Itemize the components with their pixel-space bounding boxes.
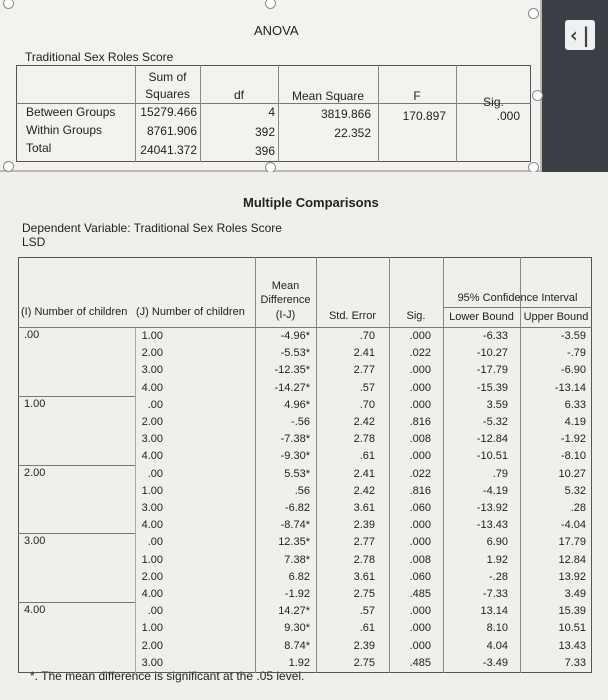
mc-cell-mean-difference: -5.53* xyxy=(280,347,310,360)
mc-cell-sig: .000 xyxy=(409,605,431,618)
mc-cell-j: 1.00 xyxy=(141,553,163,566)
mc-cell-i: 2.00 xyxy=(24,466,46,479)
mc-cell-lower-bound: .79 xyxy=(492,467,508,480)
anova-row-label: Within Groups xyxy=(26,123,103,137)
mc-header-ij: (I-J) xyxy=(275,309,296,321)
mc-cell-j: 1.00 xyxy=(141,330,163,342)
mc-cell-upper-bound: -1.92 xyxy=(560,433,586,446)
anova-header-ss-top: Sum of xyxy=(148,70,187,84)
mc-cell-upper-bound: -13.14 xyxy=(554,381,586,394)
mc-header-upper: Upper Bound xyxy=(523,311,589,323)
mc-cell-mean-difference: 8.74* xyxy=(284,639,310,652)
mc-cell-i: 1.00 xyxy=(24,397,46,410)
mc-cell-lower-bound: -.28 xyxy=(489,570,508,583)
mc-header-difference: Difference xyxy=(260,294,311,306)
mc-cell-sig: .000 xyxy=(409,364,431,377)
mc-cell-j: 2.00 xyxy=(141,570,163,583)
mc-cell-lower-bound: 8.10 xyxy=(486,622,508,635)
mc-dependent-label: Dependent Variable: Traditional Sex Roles Score xyxy=(22,221,282,235)
mc-cell-j: 4.00 xyxy=(141,519,163,532)
mc-cell-std-error: 2.39 xyxy=(353,519,375,532)
mc-cell-upper-bound: -6.90 xyxy=(560,364,586,377)
mc-header-divider xyxy=(18,327,592,328)
mc-cell-std-error: 2.77 xyxy=(353,536,375,549)
mc-cell-j: 3.00 xyxy=(141,364,163,377)
mc-header-lower: Lower Bound xyxy=(449,311,514,323)
mc-title: Multiple Comparisons xyxy=(243,195,379,210)
mc-cell-lower-bound: 1.92 xyxy=(486,553,508,566)
resize-handle[interactable] xyxy=(532,90,543,101)
anova-cell-ss: 15279.466 xyxy=(140,105,197,119)
anova-cell-ss: 8761.906 xyxy=(146,124,197,138)
mc-cell-std-error: .57 xyxy=(359,605,375,618)
mc-cell-std-error: 2.39 xyxy=(353,639,375,652)
anova-cell-f: 170.897 xyxy=(402,109,446,123)
mc-cell-std-error: 3.61 xyxy=(353,570,375,583)
mc-cell-lower-bound: -3.49 xyxy=(482,656,508,669)
mc-cell-upper-bound: 13.43 xyxy=(558,639,586,652)
mc-cell-mean-difference: -7.38* xyxy=(280,433,310,446)
mc-cell-std-error: .61 xyxy=(359,622,375,635)
mc-cell-sig: .000 xyxy=(409,519,431,532)
mc-cell-sig: .000 xyxy=(409,450,431,463)
anova-cell-sig: .000 xyxy=(496,109,520,123)
mc-cell-j: .00 xyxy=(147,605,163,618)
mc-cell-std-error: 2.78 xyxy=(353,553,375,566)
mc-cell-upper-bound: -.79 xyxy=(567,347,586,360)
mc-cell-lower-bound: 3.59 xyxy=(486,398,508,411)
mc-cell-mean-difference: -8.74* xyxy=(280,519,310,532)
mc-cell-j: .00 xyxy=(147,398,163,411)
mc-cell-j: .00 xyxy=(147,536,163,549)
mc-cell-i: 4.00 xyxy=(24,604,46,617)
anova-row-label: Between Groups xyxy=(26,105,116,119)
mc-cell-lower-bound: -13.92 xyxy=(476,502,508,514)
mc-cell-upper-bound: 13.92 xyxy=(558,570,586,583)
anova-panel[interactable] xyxy=(0,0,542,172)
mc-ci-divider xyxy=(443,307,592,308)
mc-cell-upper-bound: 10.51 xyxy=(558,622,586,635)
mc-cell-j: 4.00 xyxy=(141,381,163,394)
anova-header-sig: Sig. xyxy=(483,95,504,109)
mc-cell-sig: .060 xyxy=(409,570,431,583)
mc-cell-j: 3.00 xyxy=(141,433,163,446)
anova-cell-df: 396 xyxy=(254,144,275,158)
mc-cell-mean-difference: 12.35* xyxy=(278,536,310,549)
mc-cell-mean-difference: -14.27* xyxy=(274,381,310,394)
mc-cell-mean-difference: -1.92 xyxy=(284,588,310,600)
mc-cell-mean-difference: -4.96* xyxy=(280,330,310,342)
multiple-comparisons-panel xyxy=(0,172,608,700)
anova-title: ANOVA xyxy=(254,23,299,38)
mc-cell-j: 2.00 xyxy=(141,416,163,428)
mc-cell-lower-bound: -7.33 xyxy=(482,588,508,600)
mc-cell-upper-bound: 7.33 xyxy=(564,656,586,669)
mc-cell-mean-difference: 6.82 xyxy=(288,570,310,583)
mc-cell-std-error: 2.42 xyxy=(353,484,375,497)
anova-cell-df: 392 xyxy=(254,125,275,139)
anova-header-f: F xyxy=(413,89,421,103)
mc-cell-std-error: .57 xyxy=(359,381,375,394)
mc-cell-j: 1.00 xyxy=(141,484,163,497)
mc-cell-upper-bound: 15.39 xyxy=(558,605,586,618)
collapse-bracket-icon[interactable]: ‹| xyxy=(565,20,595,50)
mc-cell-i: 3.00 xyxy=(24,535,46,548)
mc-cell-sig: .000 xyxy=(409,622,431,635)
mc-cell-mean-difference: 9.30* xyxy=(284,622,310,635)
mc-cell-lower-bound: -5.32 xyxy=(482,416,508,428)
mc-cell-sig: .485 xyxy=(409,588,431,600)
mc-cell-mean-difference: -.56 xyxy=(291,416,310,428)
mc-method-label: LSD xyxy=(22,235,46,249)
mc-cell-upper-bound: -8.10 xyxy=(560,450,586,463)
mc-cell-j: 2.00 xyxy=(141,639,163,652)
mc-cell-upper-bound: 6.33 xyxy=(564,398,586,411)
mc-cell-j: 3.00 xyxy=(141,656,163,669)
mc-cell-std-error: 2.41 xyxy=(353,347,375,360)
mc-footnote: *. The mean difference is significant at the .05 level. xyxy=(30,669,305,683)
anova-header-ss-bottom: Squares xyxy=(145,87,190,101)
mc-cell-upper-bound: 5.32 xyxy=(564,484,586,497)
mc-cell-std-error: 2.78 xyxy=(353,433,375,446)
anova-cell-ms: 22.352 xyxy=(334,126,371,140)
anova-cell-ss: 24041.372 xyxy=(140,143,197,157)
mc-cell-std-error: .70 xyxy=(359,330,375,342)
mc-cell-lower-bound: -10.51 xyxy=(476,450,508,463)
mc-cell-upper-bound: 12.84 xyxy=(558,553,586,566)
mc-cell-upper-bound: -3.59 xyxy=(560,330,586,342)
resize-handle[interactable] xyxy=(3,0,14,9)
mc-cell-sig: .060 xyxy=(409,502,431,514)
mc-cell-mean-difference: 5.53* xyxy=(284,467,310,480)
mc-cell-upper-bound: 10.27 xyxy=(558,467,586,480)
mc-cell-upper-bound: 3.49 xyxy=(564,588,586,600)
mc-header-mean: Mean xyxy=(271,280,300,292)
mc-cell-sig: .008 xyxy=(409,433,431,446)
mc-cell-lower-bound: 4.04 xyxy=(486,639,508,652)
mc-cell-std-error: 2.77 xyxy=(353,364,375,377)
mc-cell-upper-bound: .28 xyxy=(570,502,586,514)
mc-cell-upper-bound: 4.19 xyxy=(564,416,586,428)
mc-cell-i: .00 xyxy=(24,329,40,341)
mc-cell-lower-bound: -15.39 xyxy=(476,381,508,394)
mc-cell-mean-difference: -12.35* xyxy=(274,364,310,377)
mc-cell-j: 4.00 xyxy=(141,450,163,463)
mc-cell-sig: .816 xyxy=(409,416,431,428)
mc-cell-sig: .485 xyxy=(409,656,431,669)
mc-cell-sig: .000 xyxy=(409,381,431,394)
anova-header-ms: Mean Square xyxy=(291,89,365,103)
anova-cell-df: 4 xyxy=(268,105,275,119)
anova-cell-ms: 3819.866 xyxy=(320,107,371,121)
mc-header-i: (I) Number of children xyxy=(21,306,128,318)
resize-handle[interactable] xyxy=(528,8,539,19)
mc-cell-mean-difference: 1.92 xyxy=(288,656,310,669)
mc-cell-std-error: 2.75 xyxy=(353,656,375,669)
mc-cell-lower-bound: -6.33 xyxy=(482,330,508,342)
mc-cell-sig: .022 xyxy=(409,347,431,360)
mc-cell-lower-bound: 13.14 xyxy=(480,605,508,618)
mc-cell-j: 3.00 xyxy=(141,502,163,514)
mc-cell-sig: .000 xyxy=(409,330,431,342)
resize-handle[interactable] xyxy=(3,161,14,172)
mc-cell-std-error: 2.75 xyxy=(353,588,375,600)
mc-cell-mean-difference: 4.96* xyxy=(284,398,310,411)
resize-handle[interactable] xyxy=(265,0,276,9)
mc-cell-std-error: .70 xyxy=(359,398,375,411)
mc-cell-mean-difference: 14.27* xyxy=(278,605,310,618)
mc-header-se: Std. Error xyxy=(328,310,377,322)
mc-header-sig: Sig. xyxy=(406,310,426,322)
mc-cell-sig: .008 xyxy=(409,553,431,566)
anova-row-label: Total xyxy=(26,141,52,155)
mc-cell-lower-bound: -17.79 xyxy=(476,364,508,377)
mc-cell-sig: .000 xyxy=(409,639,431,652)
mc-cell-std-error: .61 xyxy=(359,450,375,463)
mc-cell-mean-difference: .56 xyxy=(294,484,310,497)
mc-header-j: (J) Number of children xyxy=(136,306,245,318)
mc-cell-mean-difference: -6.82 xyxy=(284,502,310,514)
mc-cell-upper-bound: 17.79 xyxy=(558,536,586,549)
mc-cell-lower-bound: -10.27 xyxy=(476,347,508,360)
mc-cell-lower-bound: -13.43 xyxy=(476,519,508,532)
mc-cell-upper-bound: -4.04 xyxy=(560,519,586,532)
mc-cell-j: 4.00 xyxy=(141,588,163,600)
mc-cell-sig: .000 xyxy=(409,536,431,549)
mc-cell-mean-difference: 7.38* xyxy=(284,553,310,566)
mc-cell-std-error: 2.41 xyxy=(353,467,375,480)
mc-cell-j: 2.00 xyxy=(141,347,163,360)
mc-cell-lower-bound: -12.84 xyxy=(476,433,508,446)
mc-cell-sig: .816 xyxy=(409,484,431,497)
mc-cell-std-error: 2.42 xyxy=(353,416,375,428)
mc-cell-j: .00 xyxy=(147,467,163,480)
mc-cell-std-error: 3.61 xyxy=(353,502,375,514)
mc-header-ci: 95% Confidence Interval xyxy=(457,292,578,304)
mc-cell-lower-bound: -4.19 xyxy=(482,484,508,497)
anova-header-df: df xyxy=(233,88,244,102)
mc-cell-sig: .000 xyxy=(409,398,431,411)
mc-cell-sig: .022 xyxy=(409,467,431,480)
anova-dependent-label: Traditional Sex Roles Score xyxy=(25,50,174,64)
mc-cell-j: 1.00 xyxy=(141,622,163,635)
mc-cell-mean-difference: -9.30* xyxy=(280,450,310,463)
mc-cell-lower-bound: 6.90 xyxy=(486,536,508,549)
